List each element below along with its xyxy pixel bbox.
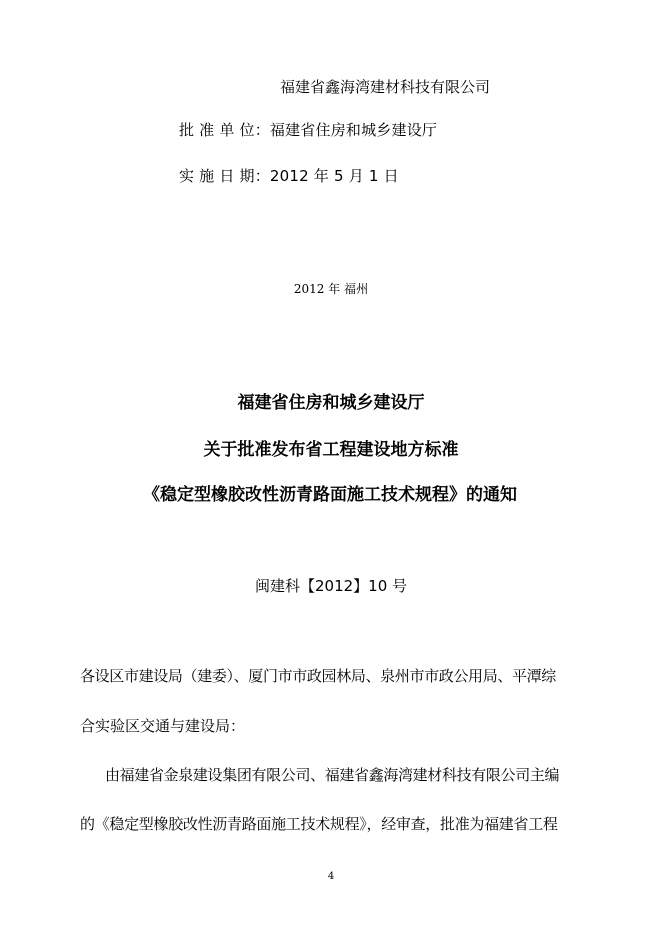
body-paragraph-line: 各设区市建设局（建委）、厦门市市政园林局、泉州市市政公用局、平潭综 bbox=[80, 667, 556, 685]
notice-heading-issuer: 福建省住房和城乡建设厅 bbox=[237, 393, 425, 413]
document-number: 闽建科【2012】10 号 bbox=[254, 577, 408, 595]
page-number: 4 bbox=[327, 871, 335, 882]
notice-heading-subject: 关于批准发布省工程建设地方标准 bbox=[203, 440, 459, 460]
body-paragraph-line: 的《稳定型橡胶改性沥青路面施工技术规程》，经审查，批准为福建省工程 bbox=[80, 815, 558, 833]
body-paragraph-line: 由福建省金泉建设集团有限公司、福建省鑫海湾建材科技有限公司主编 bbox=[105, 766, 560, 784]
company-name: 福建省鑫海湾建材科技有限公司 bbox=[280, 78, 491, 96]
implementation-date: 实 施 日 期：2012 年 5 月 1 日 bbox=[179, 167, 399, 185]
year-place: 2012 年 福州 bbox=[293, 282, 369, 296]
notice-heading-title: 《稳定型橡胶改性沥青路面施工技术规程》的通知 bbox=[143, 485, 517, 505]
approval-unit: 批 准 单 位：福建省住房和城乡建设厅 bbox=[179, 121, 438, 139]
body-paragraph-line: 合实验区交通与建设局： bbox=[80, 717, 246, 735]
